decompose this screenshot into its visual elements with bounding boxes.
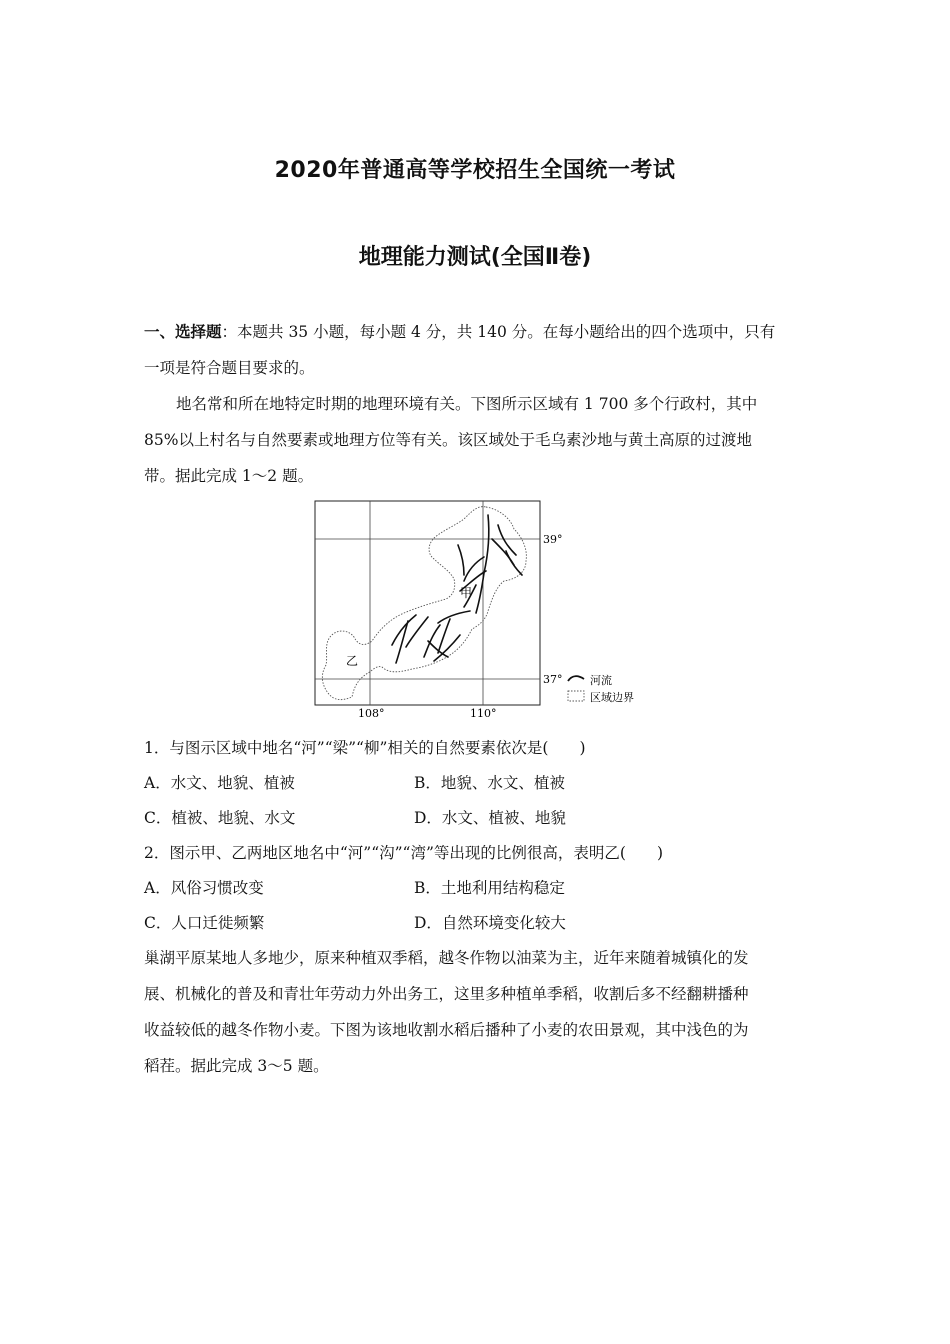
legend-boundary-symbol [568, 691, 584, 701]
question-1-option-c[interactable]: C．植被、地貌、水文 [144, 809, 296, 827]
question-1-option-b[interactable]: B．地貌、水文、植被 [414, 774, 565, 792]
question-2-option-c[interactable]: C．人口迁徙频繁 [144, 914, 265, 932]
section-heading: 一、选择题 [144, 323, 222, 341]
passage2-line-4: 稻茬。据此完成 3～5 题。 [144, 1057, 329, 1075]
section-instruction-line-1 [144, 320, 775, 342]
lon-label-110: 110° [470, 707, 497, 720]
lon-label-108: 108° [358, 707, 385, 720]
question-2-option-b[interactable]: B．土地利用结构稳定 [414, 879, 565, 897]
lat-label-39: 39° [543, 533, 563, 546]
passage2-line-1: 巢湖平原某地人多地少，原来种植双季稻，越冬作物以油菜为主，近年来随着城镇化的发 [144, 949, 749, 967]
region-map [300, 495, 660, 725]
legend-boundary-label: 区域边界 [590, 691, 634, 704]
question-1-stem: 1．与图示区域中地名“河”“梁”“柳”相关的自然要素依次是( ) [144, 739, 586, 757]
legend-river-label: 河流 [590, 674, 612, 687]
question-2-stem: 2．图示甲、乙两地区地名中“河”“沟”“湾”等出现的比例很高，表明乙( ) [144, 844, 664, 862]
legend-river-symbol [568, 676, 584, 681]
exam-subtitle: 地理能力测试(全国Ⅱ卷) [358, 245, 592, 270]
passage1-line-1: 地名常和所在地特定时期的地理环境有关。下图所示区域有 1 700 多个行政村，其中 [176, 395, 758, 413]
region-boundary [322, 507, 526, 700]
passage1-line-2: 85%以上村名与自然要素或地理方位等有关。该区域处于毛乌素沙地与黄土高原的过渡地 [144, 431, 752, 449]
question-1-option-d[interactable]: D．水文、植被、地貌 [414, 809, 566, 827]
section-instruction-text: ：本题共 35 小题，每小题 4 分，共 140 分。在每小题给出的四个选项中，只有 [221, 323, 776, 341]
question-2-option-d[interactable]: D．自然环境变化较大 [414, 914, 566, 932]
passage2-line-2: 展、机械化的普及和青壮年劳动力外出务工，这里多种植单季稻，收割后多不经翻耕播种 [144, 985, 749, 1003]
map-frame [315, 501, 540, 705]
section-instruction-line-2: 一项是符合题目要求的。 [144, 359, 315, 377]
place-label-jia: 甲 [460, 586, 473, 600]
question-1-option-a[interactable]: A．水文、地貌、植被 [144, 774, 295, 792]
place-label-yi: 乙 [346, 654, 359, 668]
exam-title: 2020年普通高等学校招生全国统一考试 [274, 158, 676, 183]
passage1-line-3: 带。据此完成 1～2 题。 [144, 467, 314, 485]
question-2-option-a[interactable]: A．风俗习惯改变 [144, 879, 264, 897]
river-network [392, 515, 522, 663]
passage2-line-3: 收益较低的越冬作物小麦。下图为该地收割水稻后播种了小麦的农田景观，其中浅色的为 [144, 1021, 749, 1039]
lat-label-37: 37° [543, 673, 563, 686]
